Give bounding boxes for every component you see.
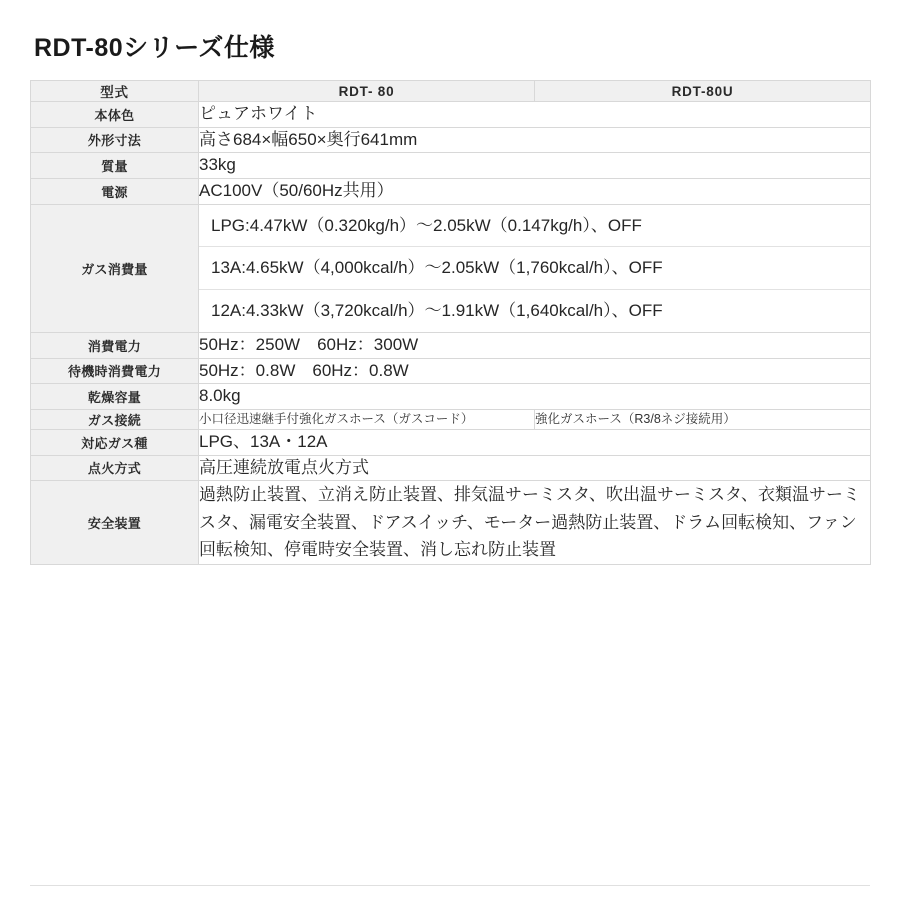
row-label-weight: 質量 (31, 153, 199, 179)
row-value-gas-connection-rdt80u: 強化ガスホース（R3/8ネジ接続用） (535, 409, 871, 429)
row-label-power-consumption: 消費電力 (31, 332, 199, 358)
row-value-gas-type: LPG、13A・12A (199, 429, 871, 455)
gas-consumption-line-lpg: LPG:4.47kW（0.320kg/h）〜2.05kW（0.147kg/h）、OFF (199, 205, 870, 248)
row-label-dimensions: 外形寸法 (31, 127, 199, 153)
row-value-gas-consumption (199, 204, 871, 332)
row-label-ignition: 点火方式 (31, 455, 199, 481)
table-header-row (31, 81, 871, 102)
row-value-gas-connection-rdt80: 小口径迅速継手付強化ガスホース（ガスコード） (199, 409, 535, 429)
specification-table (30, 80, 871, 565)
row-label-gas-type: 対応ガス種 (31, 429, 199, 455)
row-value-ignition: 高圧連続放電点火方式 (199, 455, 871, 481)
row-value-power-consumption: 50Hz：250W 60Hz：300W (199, 332, 871, 358)
table-row-gas-consumption (31, 204, 871, 332)
row-label-gas-consumption: ガス消費量 (31, 204, 199, 332)
table-row (31, 178, 871, 204)
row-label-standby-power: 待機時消費電力 (31, 358, 199, 384)
header-model-label: 型式 (31, 81, 199, 102)
row-label-body-color: 本体色 (31, 102, 199, 128)
page-title: RDT-80シリーズ仕様 (34, 34, 275, 62)
table-row (31, 102, 871, 128)
table-row (31, 153, 871, 179)
row-value-safety-devices: 過熱防止装置、立消え防止装置、排気温サーミスタ、吹出温サーミスタ、衣類温サーミスタ、漏電安全装置、ドアスイッチ、モーター過熱防止装置、ドラム回転検知、ファン回転検知、停電時安全装置、消し忘れ防止装置 (199, 481, 871, 565)
table-row (31, 384, 871, 410)
table-row (31, 127, 871, 153)
bottom-divider (30, 885, 870, 886)
table-row (31, 358, 871, 384)
row-value-standby-power: 50Hz：0.8W 60Hz：0.8W (199, 358, 871, 384)
table-row-gas-connection (31, 409, 871, 429)
row-value-drying-capacity: 8.0kg (199, 384, 871, 410)
table-row-safety (31, 481, 871, 565)
row-value-power-source: AC100V（50/60Hz共用） (199, 178, 871, 204)
table-row (31, 455, 871, 481)
row-value-body-color: ピュアホワイト (199, 102, 871, 128)
header-model-rdt80: RDT- 80 (199, 81, 535, 102)
gas-consumption-line-13a: 13A:4.65kW（4,000kcal/h）〜2.05kW（1,760kcal/h）、OFF (199, 247, 870, 290)
table-row (31, 332, 871, 358)
row-label-safety-devices: 安全装置 (31, 481, 199, 565)
row-label-gas-connection: ガス接続 (31, 409, 199, 429)
table-row (31, 429, 871, 455)
row-value-dimensions: 高さ684×幅650×奥行641mm (199, 127, 871, 153)
row-label-drying-capacity: 乾燥容量 (31, 384, 199, 410)
gas-consumption-line-12a: 12A:4.33kW（3,720kcal/h）〜1.91kW（1,640kcal/h）、OFF (211, 301, 663, 321)
header-model-rdt80u: RDT-80U (535, 81, 871, 102)
row-value-weight: 33kg (199, 153, 871, 179)
row-label-power-source: 電源 (31, 178, 199, 204)
